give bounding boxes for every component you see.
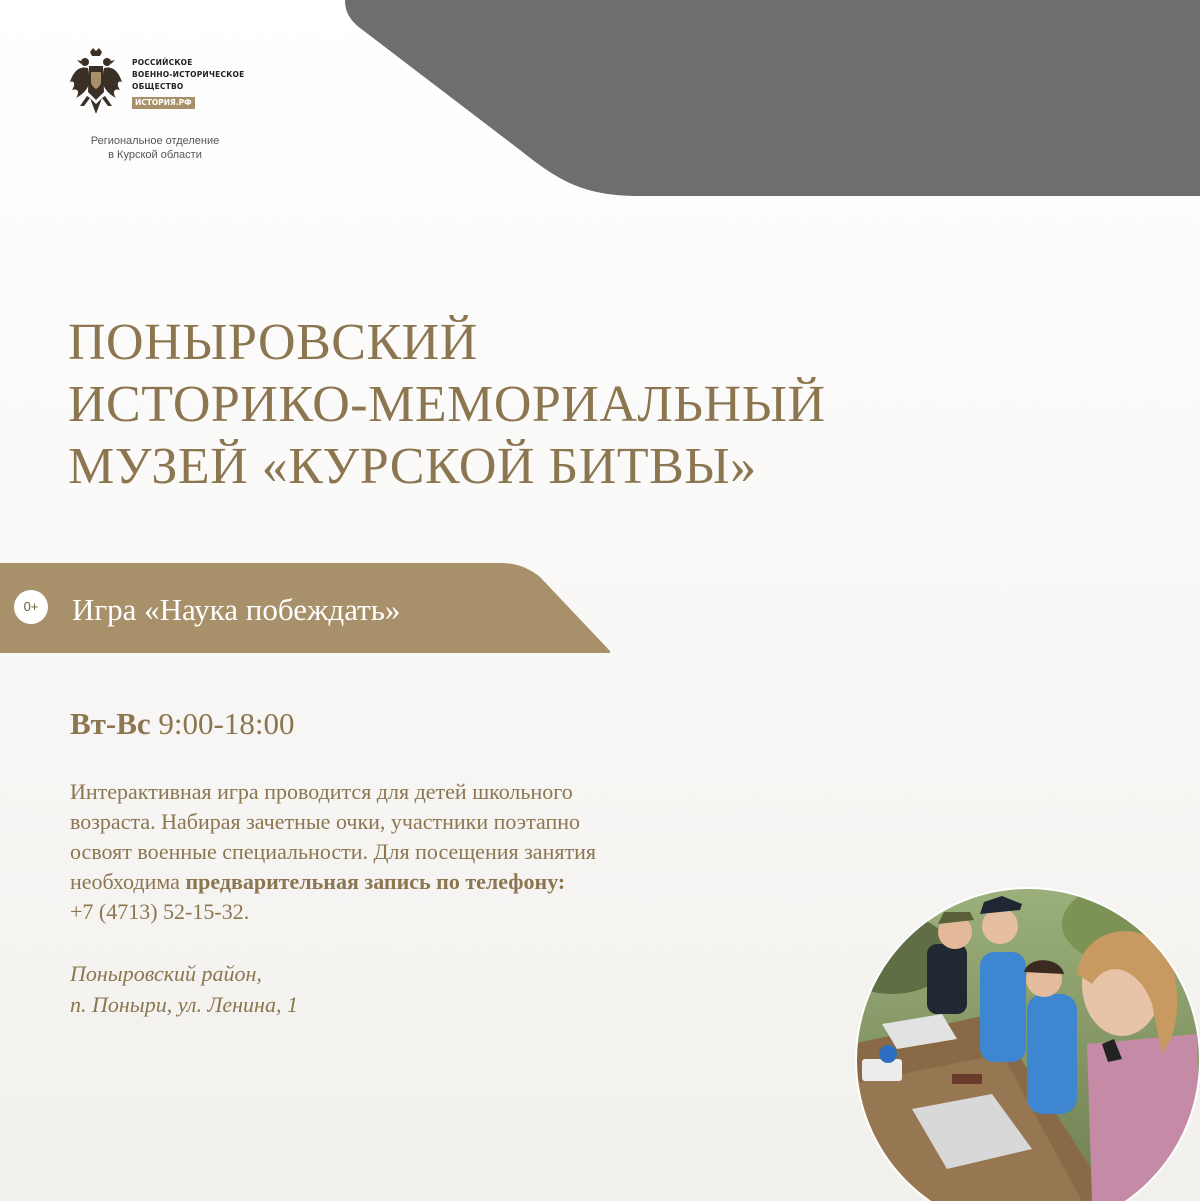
museum-address bbox=[70, 958, 298, 1020]
description-line-4-bold: предварительная запись по телефону: bbox=[185, 869, 566, 894]
opening-days: Вт-Вс bbox=[70, 706, 151, 741]
region-line-1: Региональное отделение bbox=[90, 135, 220, 147]
event-name: Игра «Наука побеждать» bbox=[72, 592, 401, 627]
address-line-1: Поныровский район, bbox=[70, 961, 262, 986]
region-caption bbox=[75, 134, 235, 162]
logo-line-1: РОССИЙСКОЕ bbox=[132, 58, 193, 67]
description-line-1: Интерактивная игра проводится для детей школьного bbox=[70, 779, 573, 804]
age-rating-badge: 0+ bbox=[14, 590, 48, 624]
title-line-1: ПОНЫРОВСКИЙ bbox=[68, 314, 478, 371]
logo-organization-name bbox=[132, 57, 244, 93]
event-photo bbox=[852, 884, 1200, 1201]
address-line-2: п. Поныри, ул. Ленина, 1 bbox=[70, 992, 298, 1017]
opening-time: 9:00-18:00 bbox=[158, 706, 295, 741]
description-line-3: освоят военные специальности. Для посещения занятия bbox=[70, 839, 596, 864]
opening-hours bbox=[70, 704, 294, 744]
title-line-3: МУЗЕЙ «КУРСКОЙ БИТВЫ» bbox=[68, 438, 757, 495]
region-line-2: в Курской области bbox=[108, 149, 202, 161]
page-title bbox=[68, 312, 826, 498]
description-line-4 bbox=[70, 867, 790, 897]
logo-line-2: ВОЕННО-ИСТОРИЧЕСКОЕ bbox=[132, 70, 245, 79]
logo-line-3: ОБЩЕСТВО bbox=[132, 82, 184, 91]
double-headed-eagle-icon bbox=[68, 48, 124, 116]
title-line-2: ИСТОРИКО-МЕМОРИАЛЬНЫЙ bbox=[68, 376, 826, 433]
description-line-4-normal: необходима bbox=[70, 869, 186, 894]
event-description bbox=[70, 777, 790, 927]
logo-badge: ИСТОРИЯ.РФ bbox=[132, 97, 195, 109]
description-line-2: возраста. Набирая зачетные очки, участники поэтапно bbox=[70, 809, 581, 834]
phone-number: +7 (4713) 52-15-32. bbox=[70, 899, 250, 924]
